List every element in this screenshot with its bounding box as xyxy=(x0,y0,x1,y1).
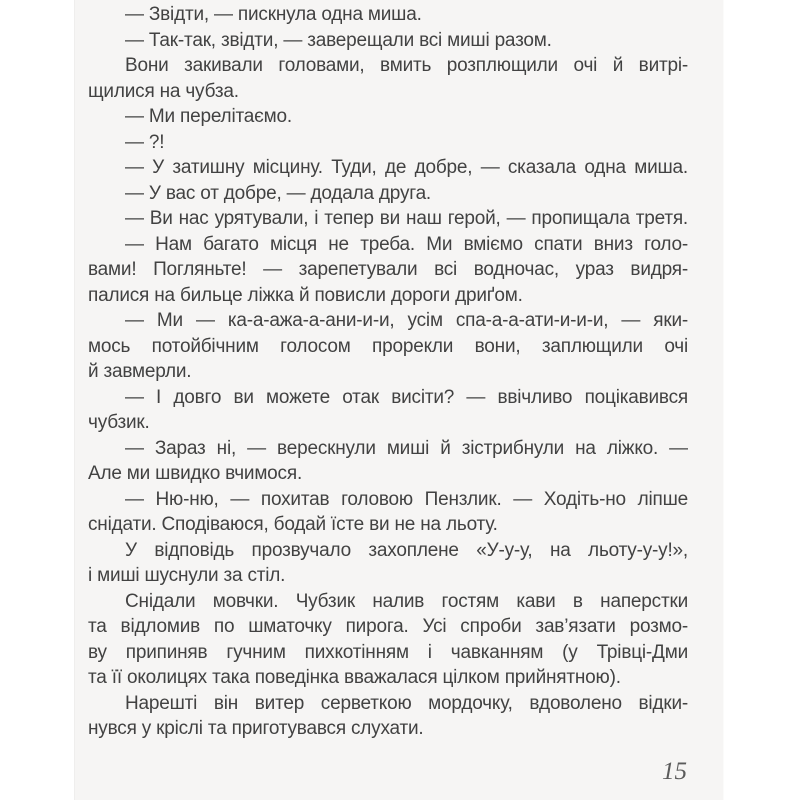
text-line: — ?! xyxy=(125,131,165,153)
text-line: ву припиняв гучним пихкотінням і чавканням (у Трівці-Дми xyxy=(88,641,688,663)
text-line: Нарешті він витер серветкою мордочку, вдоволено відки- xyxy=(125,692,688,714)
text-line: Але ми швидко вчимося. xyxy=(88,463,303,484)
text-line: і миші шуснули за стіл. xyxy=(88,565,286,586)
text-line: — Зараз ні, — верескнули миші й зістрибнули на ліжко. — xyxy=(125,437,688,459)
text-line: — І довго ви можете отак висіти? — ввічливо поцікавився xyxy=(125,386,688,408)
text-line: чубзик. xyxy=(88,412,150,433)
text-line: снідати. Сподіваюся, бодай їсте ви не на льоту. xyxy=(88,514,498,535)
text-line: — У затишну місцину. Туди, де добре, — сказала одна миша. xyxy=(125,157,688,178)
page-text-block xyxy=(88,2,688,742)
page-number: 15 xyxy=(662,758,687,785)
text-line: У відповідь прозвучало захоплене «У-у-у, на льоту-у-у!», xyxy=(125,539,688,561)
book-page xyxy=(74,0,724,800)
text-line: — Ви нас урятували, і тепер ви наш герой, — пропищала третя. xyxy=(125,208,688,229)
text-line: та відломив по шматочку пирога. Усі спроби зав’язати розмо- xyxy=(88,616,688,637)
text-line: — Ми — ка-а-ажа-а-ани-и-и, усім спа-а-а-ати-и-и-и, — яки- xyxy=(125,310,688,331)
text-line: палися на бильце ліжка й повисли дороги дриґом. xyxy=(88,284,523,306)
text-line: мось потойбічним голосом прорекли вони, заплющили очі xyxy=(88,335,688,357)
text-line: — Звідти, — пискнула одна миша. xyxy=(125,4,422,25)
text-line: — Ню-ню, — похитав головою Пензлик. — Ходіть-но ліпше xyxy=(125,488,688,510)
text-line: — У вас от добре, — додала друга. xyxy=(125,182,432,204)
text-line: нувся у кріслі та приготувався слухати. xyxy=(88,718,424,739)
text-line: Снідали мовчки. Чубзик налив гостям кави в наперстки xyxy=(125,590,688,612)
text-line: щилися на чубза. xyxy=(88,80,239,102)
text-line: — Так-так, звідти, — заверещали всі миші разом. xyxy=(125,29,552,51)
text-line: та її околицях така поведінка вважалася цілком прийнятною). xyxy=(88,667,621,688)
text-line: й завмерли. xyxy=(88,361,192,382)
text-line: — Нам багато місця не треба. Ми вміємо спати вниз голо- xyxy=(125,233,688,255)
text-line: — Ми перелітаємо. xyxy=(125,106,292,127)
text-line: вами! Погляньте! — зарепетували всі водночас, ураз видря- xyxy=(88,259,688,280)
text-line: Вони закивали головами, вмить розплющили очі й витрі- xyxy=(125,55,688,76)
